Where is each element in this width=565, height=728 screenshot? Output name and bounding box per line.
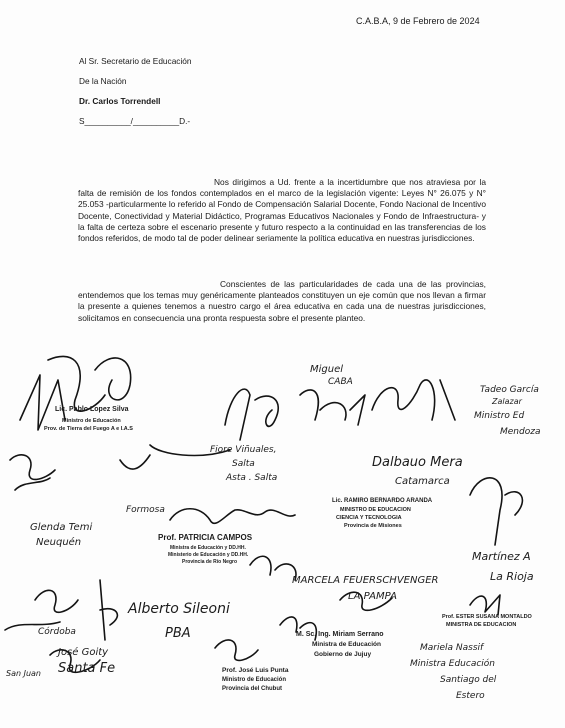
santiago-handwriting-1: Mariela Nassif <box>420 643 484 653</box>
jujuy-signatory-title-1: Ministra de Educación <box>312 641 381 648</box>
mendoza-handwriting-3: Ministro Ed <box>474 411 525 421</box>
tdf-signatory-title-1: Ministro de Educación <box>62 418 121 424</box>
catamarca-handwriting-1: Dalbauo Mera <box>372 455 463 470</box>
salutation: S__________/__________D.- <box>79 116 191 126</box>
chubut-signatory-name: Prof. José Luis Punta <box>222 667 289 674</box>
rionegro-signatory-name: Prof. PATRICIA CAMPOS <box>158 533 253 542</box>
signatures-area <box>0 345 565 728</box>
lapampa-handwriting-2: LA PAMPA <box>348 591 397 602</box>
misiones-signatory-title-1: MINISTRO DE EDUCACION <box>340 507 411 513</box>
neuquen-handwriting-2: Neuquén <box>36 537 82 548</box>
mendoza-handwriting-1: Tadeo García <box>480 385 539 395</box>
pba-handwriting-1: Alberto Sileoni <box>128 601 230 617</box>
rionegro-signatory-title-2: Ministerio de Educación y DD.HH. <box>168 552 249 558</box>
letter-paragraph-2: Conscientes de las particularidades de cada una de las provincias, entendemos que los temas muy genéricamente planteados constituyen un eje común que nos llevan a firmar la presente a quienes tenemos a nuestro cargo el área educativa en cada una de nuestras jurisdicciones, solicitamos en consecuencia una pronta respuesta sobre el presente planteo. <box>78 279 486 323</box>
misiones-signatory-title-3: Provincia de Misiones <box>344 523 402 529</box>
jujuy-signatory-title-2: Gobierno de Jujuy <box>314 651 372 658</box>
letter-date: C.A.B.A, 9 de Febrero de 2024 <box>356 16 480 26</box>
jujuy-signatory-name: M. Sc. Ing. Miriam Serrano <box>296 631 384 638</box>
mendoza-handwriting-2: Zalazar <box>492 397 522 406</box>
santafe-handwriting-1: José Goity <box>58 647 109 658</box>
caba-handwriting-2: CABA <box>328 377 353 387</box>
sanjuan-handwriting: San Juan <box>6 669 41 678</box>
tdf-signatory-title-2: Prov. de Tierra del Fuego A e I.A.S <box>44 426 133 432</box>
santafe-handwriting-2: Santa Fe <box>58 661 116 676</box>
formosa-handwriting: Formosa <box>126 505 165 515</box>
santiago-handwriting-4: Estero <box>456 691 485 701</box>
rionegro-signatory-title-3: Provincia de Río Negro <box>182 559 238 565</box>
larioja-handwriting-2: La Rioja <box>490 570 534 583</box>
chubut-signatory-title-2: Provincia del Chubut <box>222 686 283 692</box>
caba-handwriting: Miguel <box>310 364 344 375</box>
pba-handwriting-2: PBA <box>165 626 191 641</box>
salta-handwriting-2: Salta <box>232 459 255 469</box>
santiago-handwriting-3: Santiago del <box>440 675 497 685</box>
tdf-signatory-name: Lic. Pablo Lopez Silva <box>55 406 129 413</box>
lapampa-handwriting-1: MARCELA FEUERSCHVENGER <box>292 575 439 586</box>
rionegro-signatory-title-1: Ministra de Educación y DD.HH. <box>170 545 246 551</box>
neuquen-handwriting-1: Glenda Temi <box>30 522 93 533</box>
salta-handwriting-3: Asta . Salta <box>226 473 278 483</box>
misiones-signatory-name: Lic. RAMIRO BERNARDO ARANDA <box>332 498 433 504</box>
recipient-title: Al Sr. Secretario de Educación <box>79 56 192 66</box>
misiones-signatory-title-2: CIENCIA Y TECNOLOGIA <box>336 515 402 521</box>
recipient-office: De la Nación <box>79 76 127 86</box>
cordoba-handwriting: Córdoba <box>38 627 76 637</box>
santiago-signatory-name: Prof. ESTER SUSANA MONTALDO <box>442 614 532 620</box>
signature-scribbles <box>5 356 525 672</box>
larioja-handwriting-1: Martínez A <box>472 550 531 563</box>
catamarca-handwriting-2: Catamarca <box>395 476 450 487</box>
mendoza-handwriting-4: Mendoza <box>500 427 541 437</box>
letter-paragraph-1: Nos dirigimos a Ud. frente a la incertidumbre que nos atraviesa por la falta de remisión de los fondos contemplados en el marco de la legislación vigente: Leyes N° 26.075 y N° 25.053 -particularmente lo referido al Fondo de Compensación Salarial Docente, Fondo Nacional de Incentivo Docente, Conectividad y Material Didáctico, Programas Educativos Nacionales y Fondo de Infraestructura- y la falta de certeza sobre el escenario presente y futuro respecto a la continuidad en las transferencias de los fondos referidos, de modo tal de poder delinear seriamente la política educativa en nuestras jurisdicciones. <box>78 177 486 244</box>
santiago-handwriting-2: Ministra Educación <box>410 659 495 669</box>
recipient-name: Dr. Carlos Torrendell <box>79 96 161 106</box>
santiago-signatory-title: MINISTRA DE EDUCACION <box>446 622 517 628</box>
salta-handwriting-1: Fiore Viñuales, <box>210 445 277 455</box>
chubut-signatory-title-1: Ministro de Educación <box>222 677 287 683</box>
